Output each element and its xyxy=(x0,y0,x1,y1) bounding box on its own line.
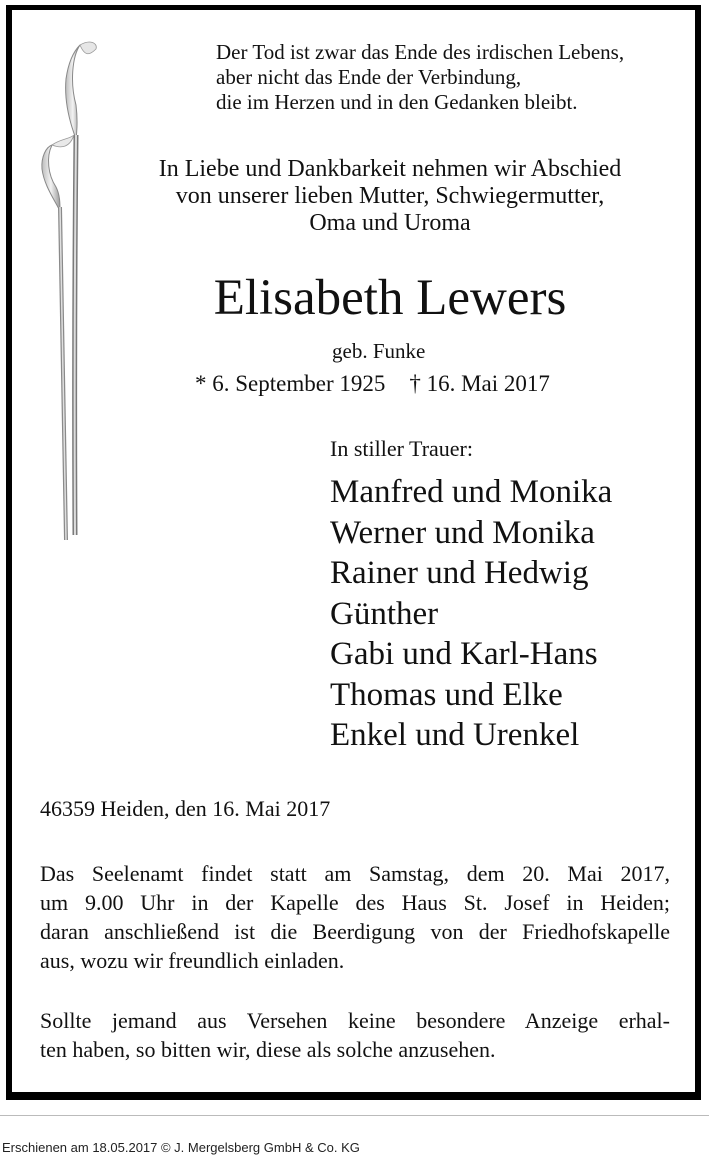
intro-line: Oma und Uroma xyxy=(309,210,471,236)
place-and-date: 46359 Heiden, den 16. Mai 2017 xyxy=(40,796,331,821)
birth-date: * 6. September 1925 xyxy=(195,371,386,396)
service-details xyxy=(40,859,670,975)
notice-line: Sollte jemand aus Versehen keine besondere Anzeige erhal- xyxy=(40,1008,670,1033)
maiden-name: geb. Funke xyxy=(332,339,426,363)
service-line: aus, wozu wir freundlich einladen. xyxy=(40,948,345,973)
intro-line: von unserer lieben Mutter, Schwiegermutter, xyxy=(175,183,605,209)
motto-line: die im Herzen und in den Gedanken bleibt. xyxy=(216,90,578,114)
service-line: Das Seelenamt findet statt am Samstag, dem 20. Mai 2017, xyxy=(40,861,670,886)
motto-line: aber nicht das Ende der Verbindung, xyxy=(216,65,522,89)
mourner-name: Rainer und Hedwig xyxy=(330,555,589,591)
deceased-name: Elisabeth Lewers xyxy=(213,270,567,326)
intro-line: In Liebe und Dankbarkeit nehmen wir Abschied xyxy=(158,156,622,182)
life-dates xyxy=(195,371,550,397)
missed-notice-note xyxy=(40,1006,670,1064)
service-line: um 9.00 Uhr in der Kapelle des Haus St. Josef in Heiden; xyxy=(40,890,670,915)
mourner-name: Günther xyxy=(330,595,439,632)
mourning-label: In stiller Trauer: xyxy=(330,436,473,461)
death-date: † 16. Mai 2017 xyxy=(409,371,550,396)
mourner-name: Thomas und Elke xyxy=(330,676,563,713)
notice-line: ten haben, so bitten wir, diese als solche anzusehen. xyxy=(40,1037,496,1062)
mourner-name: Manfred und Monika xyxy=(330,474,613,510)
publication-footer: Erschienen am 18.05.2017 © J. Mergelsberg GmbH & Co. KG xyxy=(2,1140,360,1155)
footer-divider xyxy=(0,1115,709,1116)
mourner-name: Gabi und Karl-Hans xyxy=(330,636,598,672)
mourner-name: Enkel und Urenkel xyxy=(330,717,580,753)
mourners-list xyxy=(330,472,612,756)
mourner-name: Werner und Monika xyxy=(330,514,595,551)
farewell-intro xyxy=(100,156,680,237)
motto-verse xyxy=(216,40,624,115)
motto-line: Der Tod ist zwar das Ende des irdischen Lebens, xyxy=(216,40,625,64)
service-line: daran anschließend ist die Beerdigung von der Friedhofskapelle xyxy=(40,919,670,944)
